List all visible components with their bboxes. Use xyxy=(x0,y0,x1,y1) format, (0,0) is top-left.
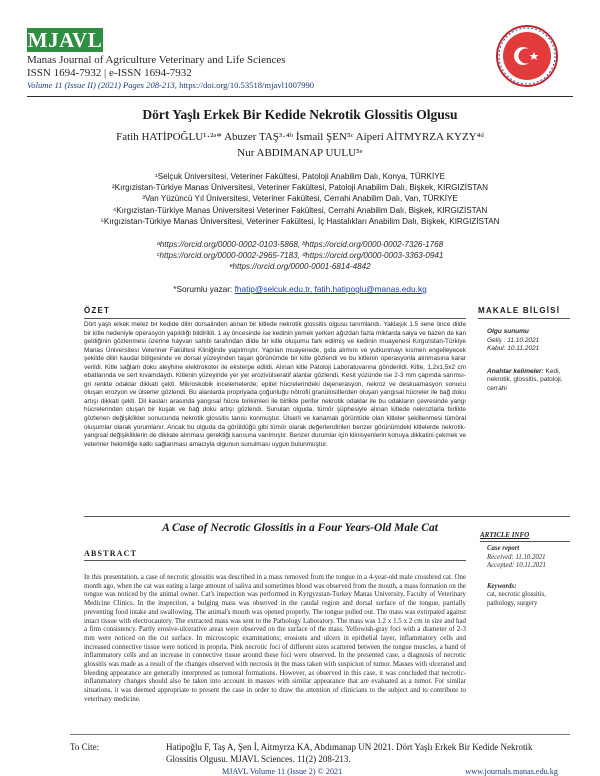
volume-line xyxy=(27,80,314,90)
received-date-tr: Geliş : 11.10.2021 xyxy=(487,336,540,344)
journal-logo: MJAVL xyxy=(27,28,103,52)
citation-text: Hatipoğlu F, Taş A, Şen İ, Aitmyrza KA, Abdımanap UN 2021. Dört Yaşlı Erkek Bir Kedide Nekrotik Glossitis Olgusu. MJAVL Sciences. 11(2) 208-213. xyxy=(166,742,533,764)
affiliation: ⁴Kırgızistan-Türkiye Manas Üniversitesi Veteriner Fakültesi, Cerrahi Anabilim Dalı, Bişkek, KIRGIZİSTAN xyxy=(112,205,488,215)
article-info-heading-tr: MAKALE BİLGİSİ xyxy=(478,306,561,315)
affiliation: ⁵Kırgızistan-Türkiye Manas Üniversitesi, Veteriner Fakültesi, İç Hastalıkları Anabilim Dalı, Bişkek, KIRGIZİSTAN xyxy=(100,216,500,226)
article-info-en xyxy=(487,545,571,609)
orcid-link[interactable]: ᵉhttps://orcid.org/0000-0001-6814-4842 xyxy=(229,261,371,271)
summary-text-tr: Dört yaşlı erkek melez bir kedide dilin dorsalinden alınan bir kitlede nekrotik glossitis olgusu tanımlandı. Yaklaşık 1.5 sene önce dilde bir kitle nedeniyle operasyon yapıldığı bildirildi. 1 ay öncesinde ise kedinin yemek yerken ağızdan fazla miktarda salya ve bazen de kan geldiğinin gözlenmesi üzerine hayvan sahibi tarafından dilde bir kitle oluşumu fark edilmiş ve kedinin muayenesi Kırgızistan-Türkiye Manas Üniversitesi Veteriner Fakültesi Kliniğinde yapılmıştır. Yapılan muayenede, gıda alımını ve yutkunmayı kısmen engelleyecek şekilde dilin kaudal bölgesinde ve dorsal yüzeyinden taşan görünümde bir kitle gözlendi ve bu kitlenin operasyonla alınmasına karar verildi. Kitle sağlam doku aleyhine elektrokoter ile eksterpe edildi. Alınan kitle Patoloji Laboratuvarına gönderildi. Kitle, 1,2x1,5x2 cm ebatlarında ve sert kıvamdaydı. Kitlenin yüzeyinde yer yer erozivülseratif alanlar gözlendi. Kesit yüzünde ise 2-3 mm çapında sarımsı-gri renkte odaklar dikkati çekti. Mikroskobik incelemelerde; epitel hücrelerindeki dejenerasyon, nekroz ve deskuamasyon sonucu oluşan erozyon ve ülserler gözlendi. Bu alanlarda propriyada çoğunluğu nötrofil granülositlerden oluşan yangısal hücreler ile bağ doku artışı dikkati çekti. Dil kasları arasında yangısal hücre birikimleri ile birlikte perifer nekrotik odaklar ile bu odakların çevresinde yangı hücrelerinden oluşan bir kuşak ve bağ doku artışı gözlendi. Sunulan olguda, tümör şüphesiyle alınan kitlede nekrozlarla birlikte gözlenen değişiklikler sonucunda nekrotik glossitis tanısı konmuştur. Ülserli ve kanamalı görüntüde olan kitleler şekillenmesi tümöral oluşumlar olarak yorumlanır. Ancak bu olguda da görüldüğü gibi tümör olarak değerlendirilen benzer görünümdeki kitlelerde nekrotik-yangısal değişikliklerin de dikkate alınması gerektiği kanısına varılmıştır. Benzer durumlar için klinisyenlerin konuya dikkatini çekmek ve veteriner hekimliğe katkı sağlanması amacıyla olgunun sunulması uygun bulunmuştur. xyxy=(84,321,466,448)
doi-link[interactable]: https://doi.org/10.53518/mjavl1007990 xyxy=(179,80,315,90)
journal-name: Manas Journal of Agriculture Veterinary and Life Sciences xyxy=(27,54,286,66)
article-title-en: A Case of Necrotic Glossitis in a Four Years-Old Male Cat xyxy=(162,522,438,534)
authors-line-2: Nur ABDIMANAP UULU⁵ᵉ xyxy=(237,147,363,159)
footer-volume: MJAVL Volume 11 (Issue 2) © 2021 xyxy=(222,767,343,776)
article-info-rule-tr xyxy=(478,318,570,319)
footer-rule xyxy=(70,734,570,735)
affiliation: ¹Selçuk Üniversitesi, Veteriner Fakültesi, Patoloji Anabilim Dalı, Konya, TÜRKİYE xyxy=(155,172,445,181)
article-title-tr: Dört Yaşlı Erkek Bir Kedide Nekrotik Glossitis Olgusu xyxy=(142,107,458,122)
abstract-rule xyxy=(84,560,466,561)
abstract-paragraph: For similar situations, it was deemed appropriate to present the case in order to draw the attention of clinicians to the subject and to contribute to veterinary medicine. xyxy=(84,678,466,703)
corresponding-author xyxy=(40,284,560,294)
received-date-en: Received: 11.10.2021 xyxy=(487,553,546,561)
article-info-heading-en: ARTICLE INFO xyxy=(480,531,530,539)
orcid-link[interactable]: ᶜhttps://orcid.org/0000-0002-2965-7183, ᵈhttps://orcid.org/0000-0003-3363-0941 xyxy=(156,250,444,260)
footer-website-link[interactable]: www.journals.manas.edu.kg xyxy=(465,767,558,776)
accepted-date-en: Accepted: 10.11.2021 xyxy=(487,562,546,570)
orcid-link[interactable]: ᵃhttps://orcid.org/0000-0002-0103-5868, ᵇhttps://orcid.org/0000-0002-7326-1768 xyxy=(156,240,444,249)
keywords-en: cat, necrotic glossitis, pathology, surgery xyxy=(487,591,546,607)
orcid-list xyxy=(40,240,560,272)
keywords-tr: Kedi, nekrotik, glossitis, patoloji, cerrahi xyxy=(487,367,563,392)
summary-rule xyxy=(84,318,466,319)
article-type-en: Case report xyxy=(487,545,520,552)
abstract-heading: ABSTRACT xyxy=(84,549,138,558)
citation-label: To Cite: xyxy=(70,742,100,752)
summary-heading-tr: ÖZET xyxy=(84,306,111,315)
issn-line: ISSN 1694-7932 | e-ISSN 1694-7932 xyxy=(27,67,192,79)
accepted-date-tr: Kabul: 10.11.2021 xyxy=(487,345,540,353)
keywords-label-tr: Anahtar kelimeler: xyxy=(487,367,544,375)
affiliation: ²Kırgızistan-Türkiye Manas Üniversitesi, Veteriner Fakültesi, Patoloji Anabilim Dalı, Bişkek, KIRGIZİSTAN xyxy=(112,183,488,193)
corresponding-label: *Sorumlu yazar: xyxy=(173,284,233,294)
corresponding-email-link[interactable]: fhatip@selcuk.edu.tr, fatih.hatipoglu@manas.edu.kg xyxy=(234,284,427,294)
header-rule xyxy=(27,96,573,97)
keywords-label-en: Keywords: xyxy=(487,582,517,590)
affiliation: ³Van Yüzüncü Yıl Üniversitesi, Veteriner Fakültesi, Cerrahi Anabilim Dalı, Van, TÜRKİYE xyxy=(142,194,458,204)
article-type-tr: Olgu sunumu xyxy=(487,328,529,335)
university-seal-icon xyxy=(493,24,561,88)
article-info-tr xyxy=(487,328,571,394)
volume-info: Volume 11 (Issue II) (2021) Pages 208-213, xyxy=(27,80,177,90)
affiliations xyxy=(40,171,560,227)
abstract-body xyxy=(84,574,466,705)
authors-line-1: Fatih HATİPOĞLU¹·²ᵃ* Abuzer TAŞ³·⁴ᵇ İsmail ŞEN⁵ᶜ Aiperi AİTMYRZA KYZY⁴ᵈ xyxy=(116,131,484,143)
abstract-paragraph: In this presentation, a case of necrotic glossitis was described in a mass removed from the tongue in a 4-year-old male crossbred cat. One month ago, when the cat was eating a large amount of saliva and sometimes blood was observed from the mouth, a mass formation on the tongue was noticed by the animal owner. Cat's inspection was performed in Kyrgyzstan-Turkey Manas University, Faculty of Veterinary Medicine Clinics. In the inspection, a bulging mass was observed in the caudal region and dorsal surface of the tongue, partially preventing food intake and swallowing. The animal's mouth was opened properly. The tongue pulled out. The mass was extirpated against intact tissue with electrocautery. The extracted mass was sent to the Pathology Laboratory. The mass was 1.2 x 1.5 x 2 cm in size and had a firm consistency. Partly erosive-ulcerative areas were observed on the surface of the mass. Yellowish-gray foci with a diameter of 2-3 mm were noticed on the cut surface. In microscopic examinations; erosions and ulcers in epithelial layer, inflammatory cells and increased connective tissue were noticed in propria. Pink necrotic foci of different sizes scattered between the tongue muscles, a band of inflammatory cells and an increase in connective tissue around these foci were observed. In the presented case, a diagnosis of necrotic glossitis was made as a result of the changes observed with necrosis in the mass taken with suspicion of tumor. Masses with ulcerated and bleeding appearance are generally interpreted as tumoral formations. However, as observed in this case, it was concluded that necrotic-inflammatory changes should also be taken into account in masses with similar appearance that are evaluated as a tumor. xyxy=(84,574,466,686)
section-divider xyxy=(84,516,570,517)
article-info-rule-en xyxy=(480,541,570,542)
